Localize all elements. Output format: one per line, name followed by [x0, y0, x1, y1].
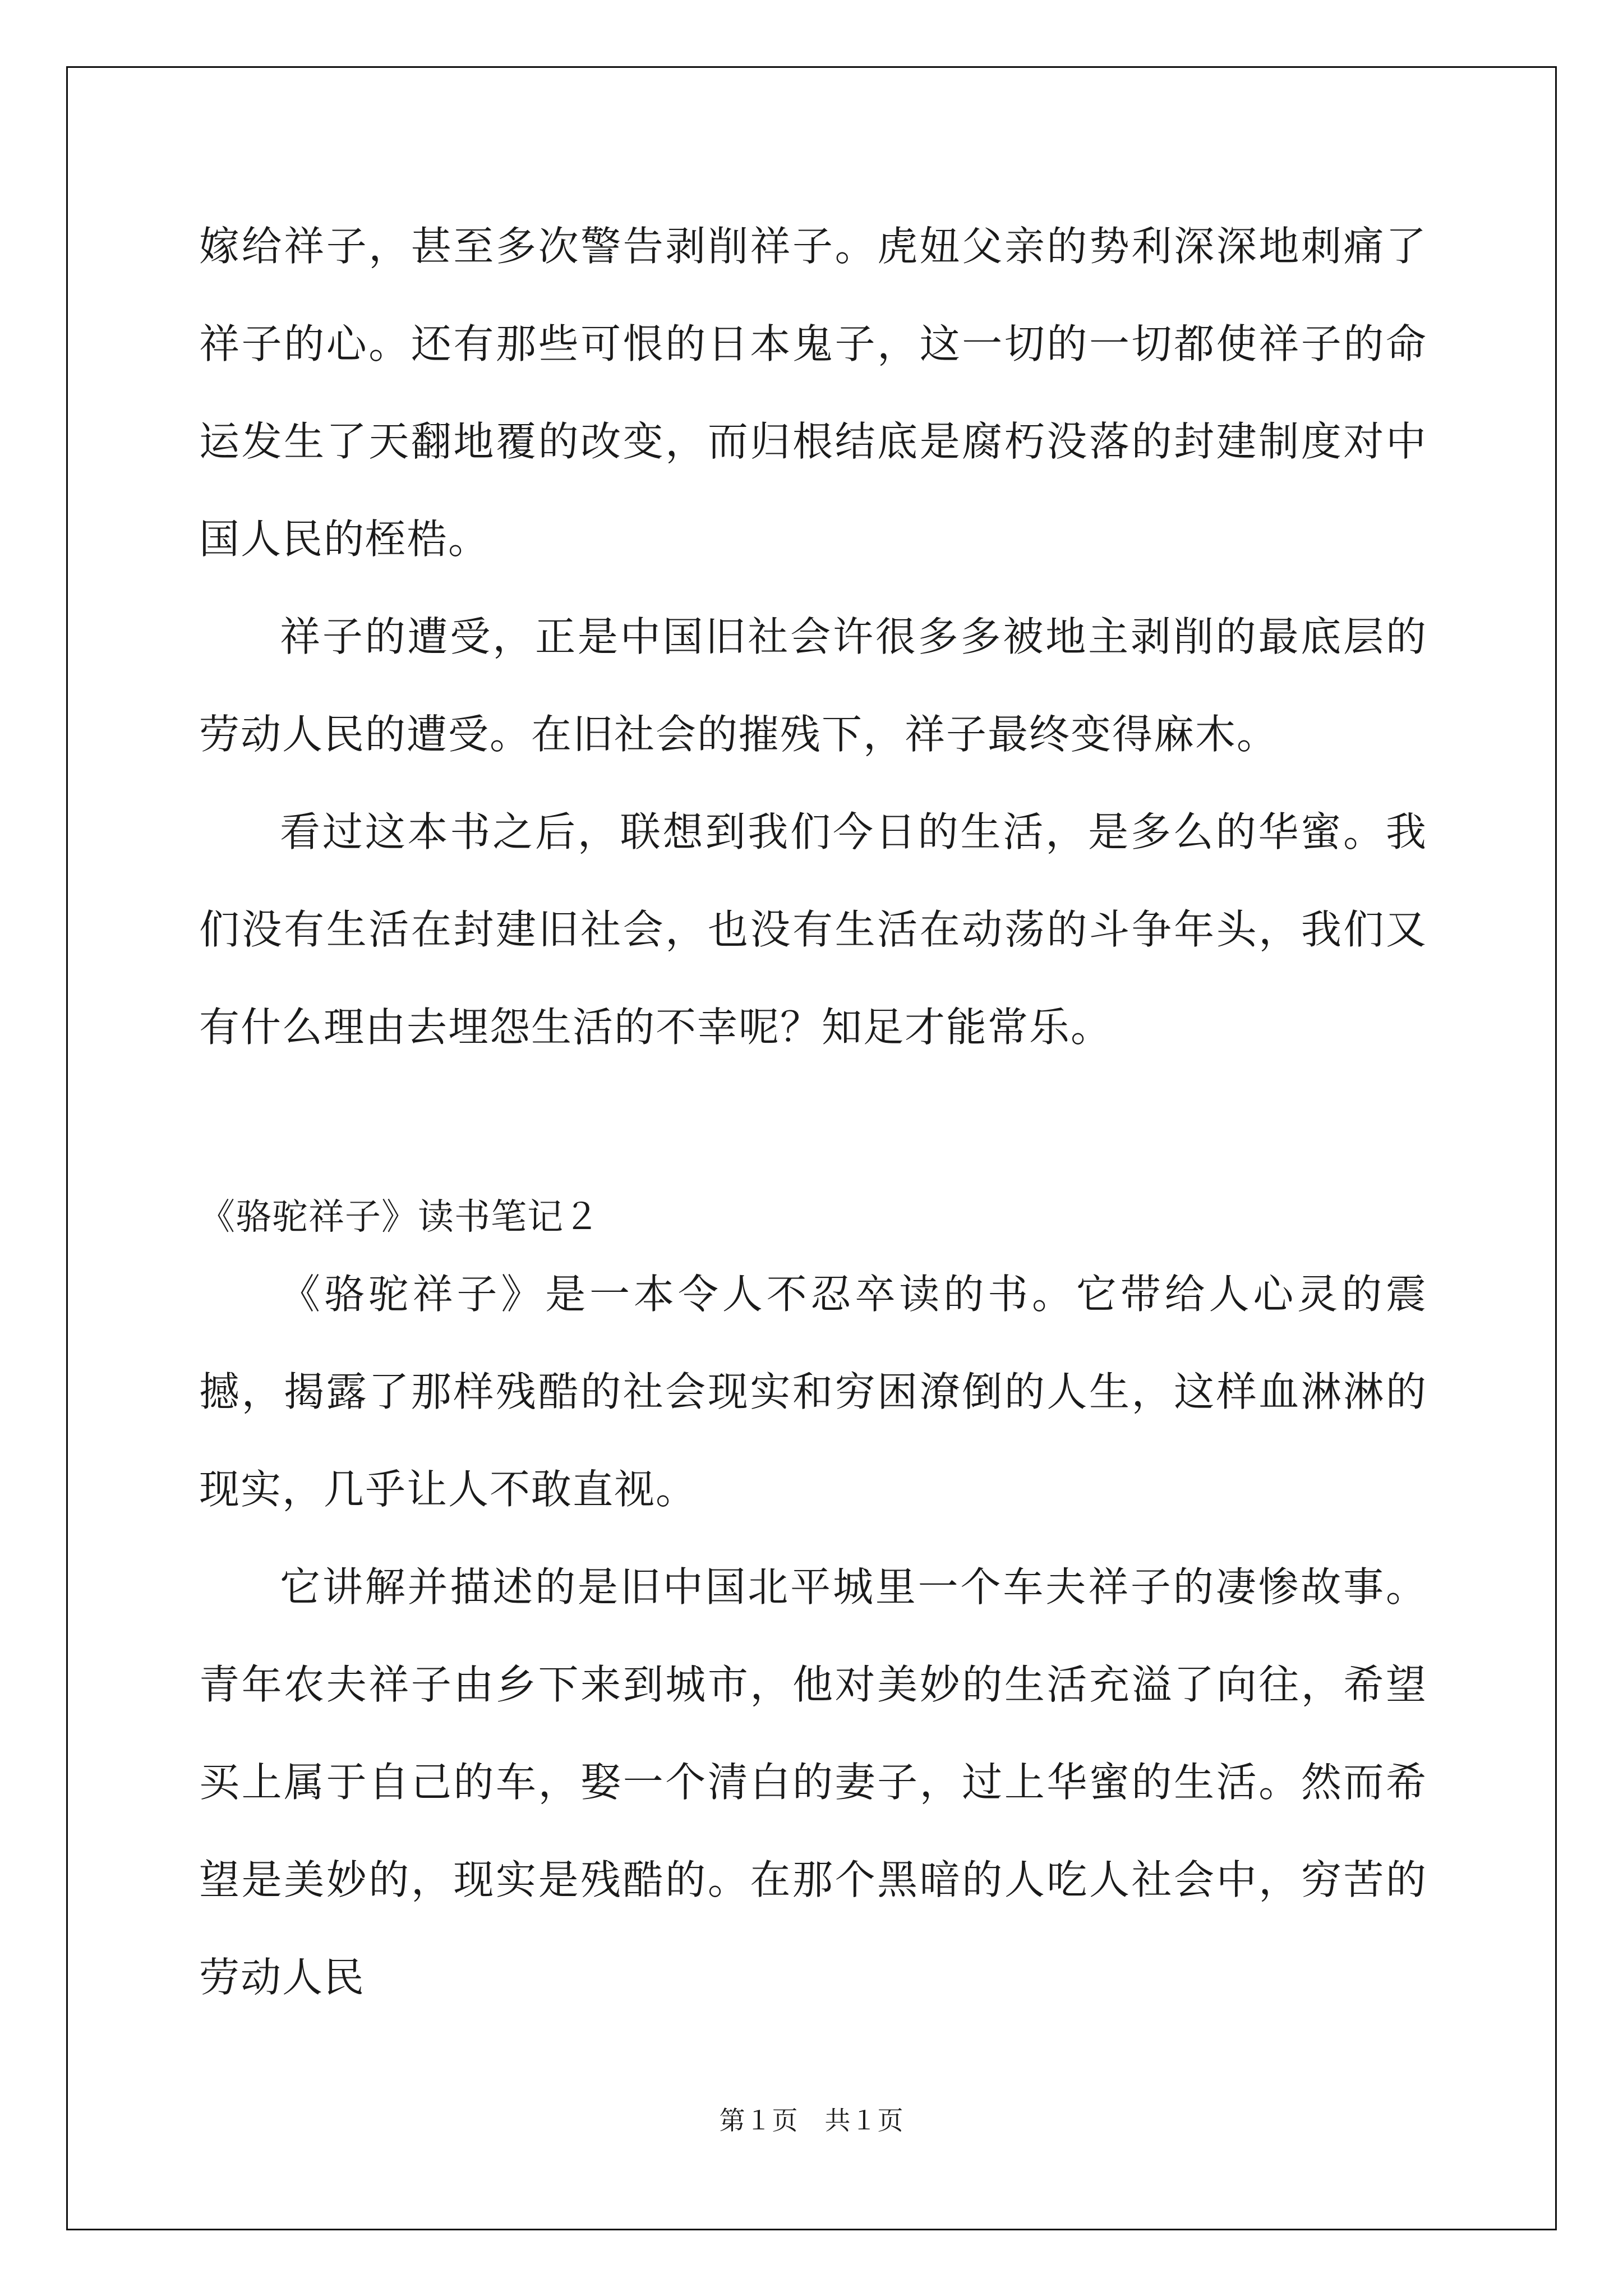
section-heading: 《骆驼祥子》读书笔记２	[199, 1197, 600, 1238]
paragraph-5: 它讲解并描述的是旧中国北平城里一个车夫祥子的凄惨故事。青年农夫祥子由乡下来到城市，他对美妙的生活充溢了向往，希望买上属于自己的车，娶一个清白的妻子，过上华蜜的生活。然而希望是美妙的，现实是残酷的。在那个黑暗的人吃人社会中，穷苦的劳动人民	[199, 1563, 1427, 2001]
body-text-top	[199, 197, 1427, 1076]
paragraph-4: 《骆驼祥子》是一本令人不忍卒读的书。它带给人心灵的震撼，揭露了那样残酷的社会现实和穷困潦倒的人生，这样血淋淋的现实，几乎让人不敢直视。	[199, 1271, 1427, 1513]
paragraph-1: 嫁给祥子，甚至多次警告剥削祥子。虎妞父亲的势利深深地刺痛了祥子的心。还有那些可恨的日本鬼子，这一切的一切都使祥子的命运发生了天翻地覆的改变，而归根结底是腐朽没落的封建制度对中国人民的桎梏。	[199, 223, 1427, 563]
paragraph-2: 祥子的遭受，正是中国旧社会许很多多被地主剥削的最底层的劳动人民的遭受。在旧社会的摧残下，祥子最终变得麻木。	[199, 613, 1427, 758]
body-text-bottom	[199, 1245, 1427, 2026]
page-footer: 第１页 共１页	[719, 2105, 904, 2136]
paragraph-3: 看过这本书之后，联想到我们今日的生活，是多么的华蜜。我们没有生活在封建旧社会，也没有生活在动荡的斗争年头，我们又有什么理由去埋怨生活的不幸呢？知足才能常乐。	[199, 808, 1427, 1051]
